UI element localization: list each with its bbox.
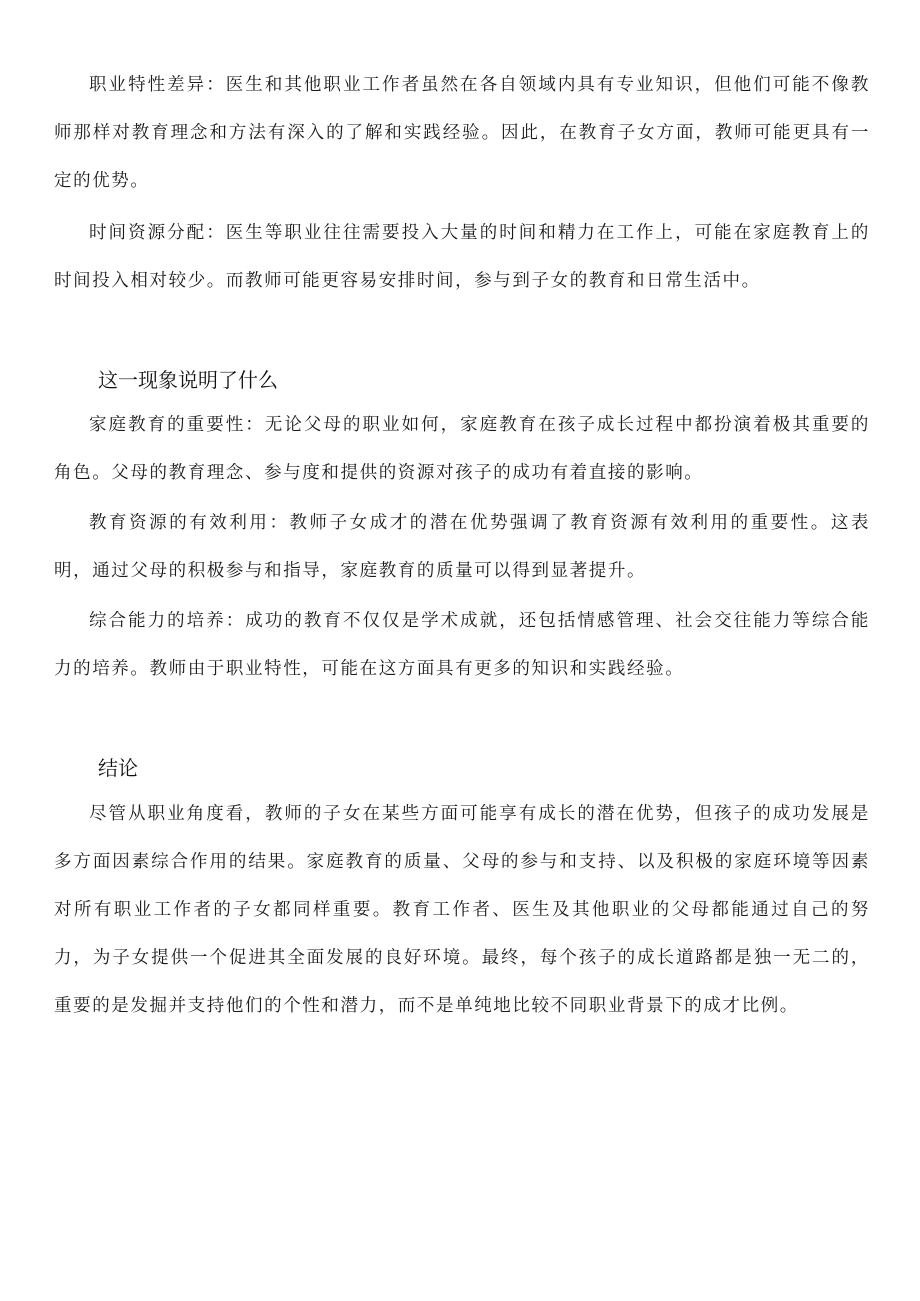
- paragraph-comprehensive-abilities: 综合能力的培养：成功的教育不仅仅是学术成就，还包括情感管理、社会交往能力等综合能力的培养。教师由于职业特性，可能在这方面具有更多的知识和实践经验。: [54, 611, 870, 679]
- paragraph-family-education: 家庭教育的重要性：无论父母的职业如何，家庭教育在孩子成长过程中都扮演着极其重要的角色。父母的教育理念、参与度和提供的资源对孩子的成功有着直接的影响。: [54, 415, 870, 483]
- paragraph-time-allocation: 时间资源分配：医生等职业往往需要投入大量的时间和精力在工作上，可能在家庭教育上的时间投入相对较少。而教师可能更容易安排时间，参与到子女的教育和日常生活中。: [54, 223, 870, 291]
- section-heading-conclusion: 结论: [98, 756, 138, 780]
- section-heading-implications: 这一现象说明了什么: [98, 368, 278, 392]
- paragraph-conclusion: 尽管从职业角度看，教师的子女在某些方面可能享有成长的潜在优势，但孩子的成功发展是多方面因素综合作用的结果。家庭教育的质量、父母的参与和支持、以及积极的家庭环境等因素对所有职业工作者的子女都同样重要。教育工作者、医生及其他职业的父母都能通过自己的努力，为子女提供一个促进其全面发展的良好环境。最终，每个孩子的成长道路都是独一无二的，重要的是发掘并支持他们的个性和潜力，而不是单纯地比较不同职业背景下的成才比例。: [54, 804, 870, 1016]
- paragraph-resource-utilization: 教育资源的有效利用：教师子女成才的潜在优势强调了教育资源有效利用的重要性。这表明，通过父母的积极参与和指导，家庭教育的质量可以得到显著提升。: [54, 513, 870, 581]
- paragraph-career-differences: 职业特性差异：医生和其他职业工作者虽然在各自领域内具有专业知识，但他们可能不像教师那样对教育理念和方法有深入的了解和实践经验。因此，在教育子女方面，教师可能更具有一定的优势。: [54, 75, 870, 191]
